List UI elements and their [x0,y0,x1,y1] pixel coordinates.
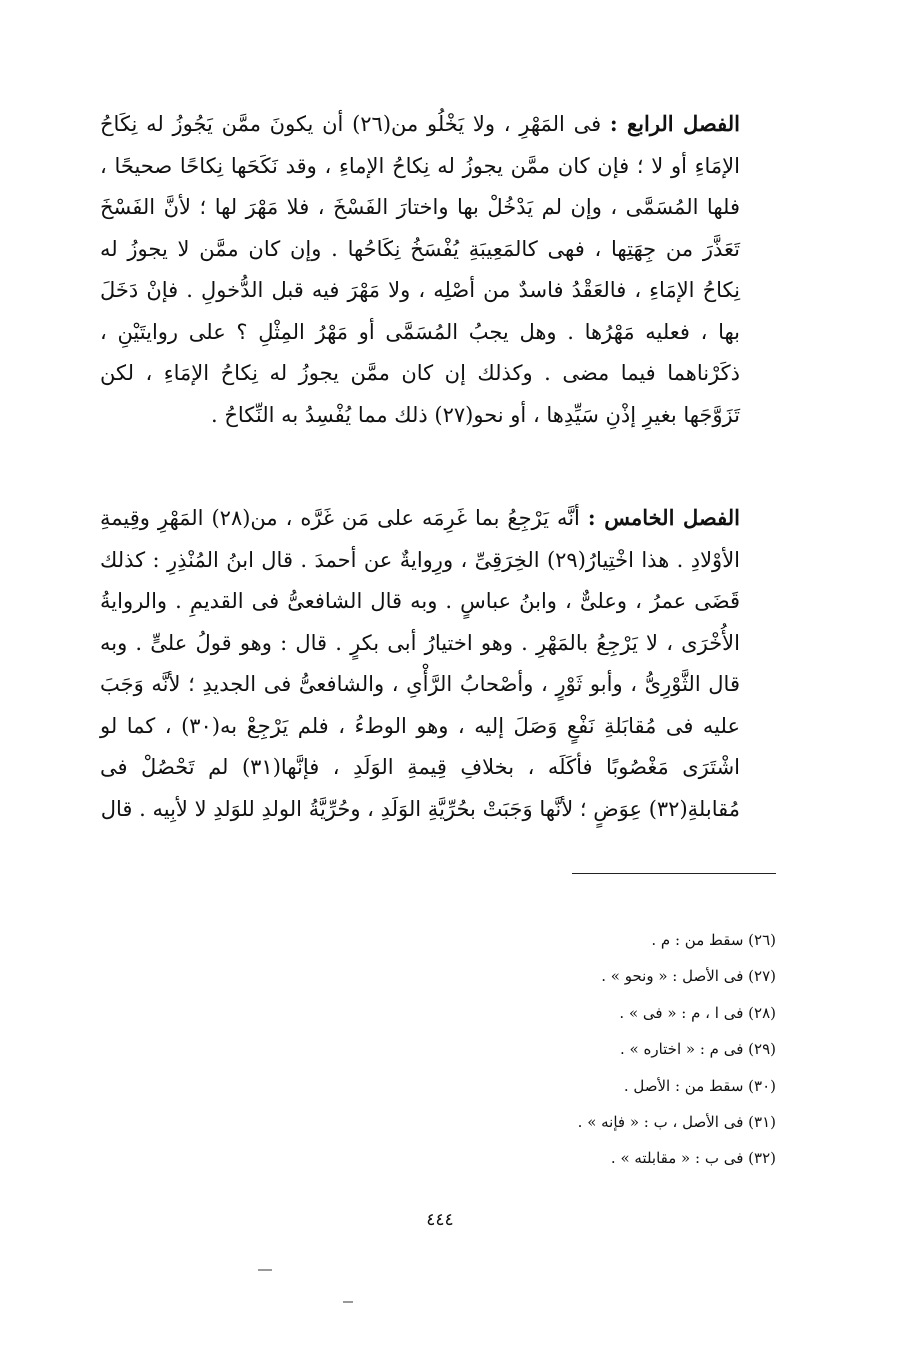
footnote-29: (٢٩) فى م : « اختاره » . [620,1040,776,1059]
section-five-paragraph [100,497,740,830]
footnote-30: (٣٠) سقط من : الأصل . [623,1076,776,1095]
footnotes-list [380,922,776,1177]
footnote-27: (٢٧) فى الأصل : « ونحو » . [601,967,776,986]
footnote-26: (٢٦) سقط من : م . [651,931,776,949]
section-five-body: أنَّه يَرْجِعُ بما غَرِمَه على مَن غَرَّه ، من(٢٨) المَهْرِ وقِيمةِ الأوْلادِ . هذا اخْتِيارُ(٢٩) الخِرَقِىِّ ، ورِوايةٌ عن أحمدَ . قال ابنُ المُنْذِرِ : كذلك قَضَى عمرُ ، وعلىٌّ ، وابنُ عباسٍ . وبه قال الشافعىُّ فى القديمِ . والروايةُ الأُخْرَى ، لا يَرْجِعُ بالمَهْرِ . وهو اختيارُ أبى بكرٍ . قال : وهو قولُ علىٍّ . وبه قال الثَّوْرِىُّ ، وأبو ثَوْرٍ ، وأصْحابُ الرَّأْىِ ، والشافعىُّ فى الجديدِ ؛ لأنَّه وَجَبَ عليه فى مُقابَلةِ نَفْعٍ وَصَلَ إليه ، وهو الوطءُ ، فلم يَرْجِعْ به(٣٠) ، كما لو اشْتَرَى مَغْصُوبًا فأكَلَه ، بخلافِ قِيمةِ الوَلَدِ ، فإنَّها(٣١) لم تَحْصُلْ فى مُقابلةِ(٣٢) عِوَضٍ ؛ لأنَّها وَجَبَتْ بحُرِّيَّةِ الوَلَدِ ، وحُرِّيَّةُ الولدِ للوَلدِ لا لأبِيه . قال [100,506,741,821]
section-four-paragraph [100,103,740,436]
page-number: ٤٤٤ [426,1210,454,1230]
footnote-divider [572,873,776,874]
section-five-heading: الفصل الخامس : [587,505,740,530]
footnote-28: (٢٨) فى ا ، م : « فى » . [619,1003,776,1022]
footnote-31: (٣١) فى الأصل ، ب : « فإنه » . [577,1113,776,1132]
section-five-text [100,497,740,830]
footnote-32: (٣٢) فى ب : « مقابلته » . [610,1149,776,1168]
scan-mark [343,1301,353,1303]
section-four-text [100,103,740,436]
section-four-body: فى المَهْرِ ، ولا يَخْلُو من(٢٦) أن يكونَ ممَّن يَجُوزُ له نِكَاحُ الإمَاءِ أو لا ؛ فإن كان ممَّن يجوزُ له نِكاحُ الإماءِ ، وقد نَكَحَها نِكاحًا صحيحًا ، فلها المُسَمَّى ، وإن لم يَدْخُلْ بها واختارَ الفَسْخَ ، فلا مَهْرَ لها ؛ لأنَّ الفَسْخَ تَعَذَّرَ من جِهَتِها ، فهى كالمَعِيبَةِ يُفْسَخُ نِكَاحُها . وإن كان ممَّن لا يجوزُ له نِكاحُ الإمَاءِ ، فالعَقْدُ فاسدٌ من أصْلِه ، ولا مَهْرَ فيه قبل الدُّخولِ . فإنْ دَخَلَ بها ، فعليه مَهْرُها . وهل يجبُ المُسَمَّى أو مَهْرُ المِثْلِ ؟ على روايتَيْنِ ، ذكَرْناهما فيما مضى . وكذلك إن كان ممَّن يجوزُ له نِكاحُ الإمَاءِ ، لكن تَزَوَّجَها بغيرِ إذْنِ سَيِّدِها ، أو نحو(٢٧) ذلك مما يُفْسِدُ به النِّكاحُ . [100,112,740,427]
scan-mark [258,1269,272,1271]
section-four-heading: الفصل الرابع : [609,111,740,136]
